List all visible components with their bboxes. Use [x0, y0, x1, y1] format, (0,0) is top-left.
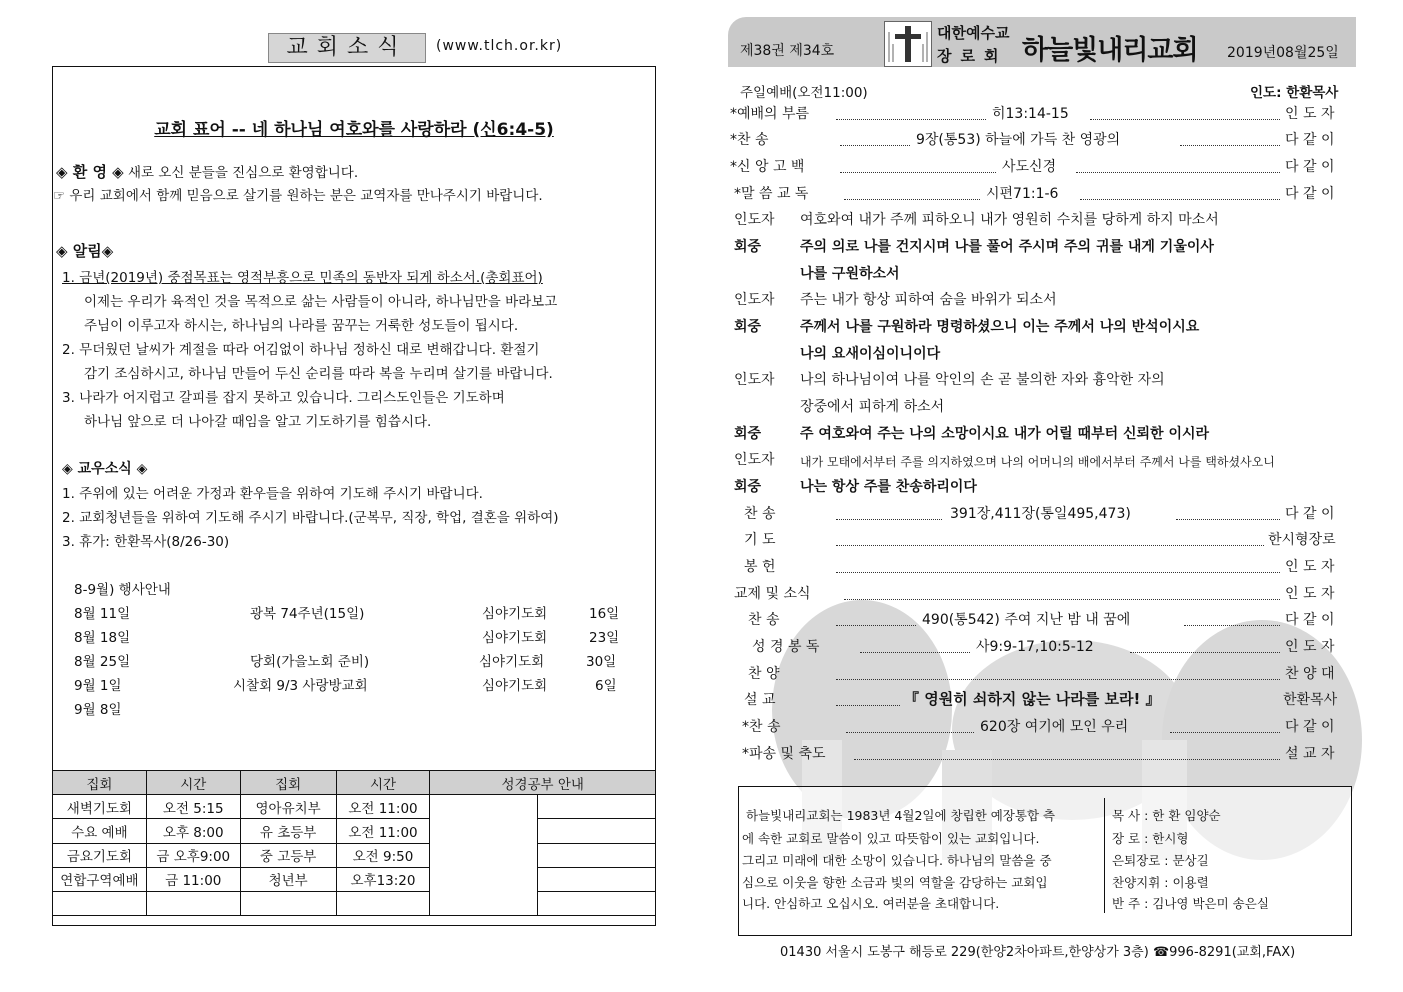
order-label: *신 앙 고 백 — [730, 159, 805, 175]
reading-role: 회중 — [734, 319, 762, 335]
event-day: 6일 — [595, 678, 617, 694]
member-news-line: 2. 교회청년들을 위하여 기도해 주시기 바랍니다.(군복무, 직장, 학업, 결혼을 위하여) — [62, 510, 559, 526]
table-row — [53, 795, 656, 819]
order-label: 찬 송 — [748, 612, 780, 628]
order-content: 사9:9-17,10:5-12 — [976, 639, 1094, 655]
worship-title: 주일예배(오전11:00) — [740, 85, 868, 101]
bible-study-cell — [430, 795, 538, 916]
table-cell: 금 오후9:00 — [146, 843, 240, 867]
welcome-note: ☞ 우리 교회에서 함께 믿음으로 살기를 원하는 분은 교역자를 만나주시기 바랍니다. — [53, 188, 543, 204]
order-person: 다 같 이 — [1285, 506, 1335, 522]
event-date: 9월 8일 — [74, 702, 122, 718]
notice-line: 1. 금년(2019년) 중점목표는 영적부흥으로 민족의 동반자 되게 하소서.(총회표어) — [62, 270, 543, 286]
leader-dots — [836, 545, 1264, 546]
table-cell — [240, 891, 336, 915]
staff-line: 목 사 : 한 환 임양순 — [1112, 808, 1221, 823]
table-header: 집회 — [240, 771, 336, 795]
staff-line: 찬양지휘 : 이용렬 — [1112, 875, 1209, 890]
leader-dots — [1080, 199, 1280, 200]
bible-study-cell — [538, 795, 656, 819]
intro-line: 심으로 이웃을 향한 소금과 빛의 역할을 감당하는 교회입 — [742, 875, 1048, 890]
table-cell: 오전 9:50 — [336, 843, 430, 867]
intro-line: 그리고 미래에 대한 소망이 있습니다. 하나님의 말씀을 중 — [742, 853, 1052, 868]
events-heading: 8-9월) 행사안내 — [74, 582, 171, 598]
bulletin-date: 2019년08월25일 — [1227, 45, 1339, 61]
event-day: 16일 — [589, 606, 620, 622]
member-news-heading: ◈ 교우소식 ◈ — [62, 461, 148, 477]
order-label: *파송 및 축도 — [742, 746, 826, 762]
table-cell: 금요기도회 — [53, 843, 147, 867]
welcome-heading: ◈ 환 영 ◈ — [56, 163, 124, 181]
order-content: 히13:14-15 — [992, 106, 1069, 122]
leader-dots — [1076, 172, 1280, 173]
table-cell: 연합구역예배 — [53, 867, 147, 891]
table-row — [53, 891, 656, 915]
reading-text: 나는 항상 주를 찬송하리이다 — [800, 479, 977, 495]
reading-role: 인도자 — [734, 292, 775, 308]
leader-dots — [1170, 732, 1280, 733]
leader-dots — [840, 145, 910, 146]
order-person: 다 같 이 — [1285, 612, 1335, 628]
reading-role: 인도자 — [734, 452, 775, 468]
order-label: 봉 헌 — [744, 559, 776, 575]
order-label: *예배의 부름 — [730, 106, 810, 122]
order-content: 사도신경 — [1002, 159, 1057, 175]
order-content: 시편71:1-6 — [986, 186, 1059, 202]
bible-study-cell — [538, 891, 656, 915]
table-header-row — [53, 771, 656, 795]
bible-study-cell — [538, 843, 656, 867]
reading-text: 주는 내가 항상 피하여 숨을 바위가 되소서 — [800, 292, 1057, 308]
reading-text: 주 여호와여 주는 나의 소망이시요 내가 어릴 때부터 신뢰한 이시라 — [800, 426, 1210, 442]
denomination: 대한예수교 — [937, 24, 1010, 42]
leader-dots — [844, 599, 1280, 600]
order-label: 기 도 — [744, 532, 776, 548]
leader-dots — [836, 625, 916, 626]
order-content: 391장,411장(통일495,473) — [950, 506, 1131, 522]
church-name: 하늘빛내리교회 — [1022, 35, 1198, 66]
table-header: 시간 — [336, 771, 430, 795]
staff-line: 반 주 : 김나영 박은미 송은실 — [1112, 896, 1269, 911]
order-person: 인 도 자 — [1285, 106, 1335, 122]
table-cell: 중 고등부 — [240, 843, 336, 867]
intro-line: 에 속한 교회로 말씀이 있고 따뜻함이 있는 교회입니다. — [742, 831, 1040, 846]
leader-dots — [1176, 519, 1280, 520]
reading-role: 인도자 — [734, 372, 775, 388]
church-motto: 교회 표어 -- 네 하나님 여호와를 사랑하라 (신6:4-5) — [154, 120, 554, 140]
staff-line: 은퇴장로 : 문상길 — [1112, 853, 1209, 868]
leader-dots — [1130, 652, 1280, 653]
leader-dots — [844, 199, 980, 200]
leader-dots — [840, 172, 996, 173]
church-address: 01430 서울시 도봉구 해등로 229(한양2차아파트,한양상가 3층) ☎996-8291(교회,FAX) — [780, 945, 1296, 960]
reading-text: 나를 구원하소서 — [800, 266, 900, 282]
reading-text: 장중에서 피하게 하소서 — [800, 399, 945, 415]
event-name: 시찰회 9/3 사랑방교회 — [233, 678, 368, 694]
leader-dots — [836, 119, 986, 120]
table-cell: 새벽기도회 — [53, 795, 147, 819]
notice-line: 이제는 우리가 육적인 것을 목적으로 삶는 사람들이 아니라, 하나님만을 바라보고 — [84, 294, 558, 310]
reading-text: 주의 의로 나를 건지시며 나를 풀어 주시며 주의 귀를 내게 기울이사 — [800, 239, 1214, 255]
meeting-schedule-table — [52, 770, 656, 916]
table-cell: 오전 11:00 — [336, 795, 430, 819]
table-header: 시간 — [146, 771, 240, 795]
event-prayer: 심야기도회 — [479, 654, 545, 670]
table-cell: 영아유치부 — [240, 795, 336, 819]
order-label: 성 경 봉 독 — [752, 639, 820, 655]
order-person: 한시형장로 — [1268, 532, 1336, 548]
notice-line: 3. 나라가 어지럽고 갈피를 잡지 못하고 있습니다. 그리스도인들은 기도하며 — [62, 390, 505, 406]
event-prayer: 심야기도회 — [482, 678, 548, 694]
table-header: 성경공부 안내 — [430, 771, 656, 795]
order-label: 설 교 — [744, 692, 776, 708]
order-label: *찬 송 — [730, 132, 769, 148]
reading-text: 나의 하나님이여 나를 악인의 손 곧 불의한 자와 흉악한 자의 — [800, 372, 1165, 388]
table-cell: 유 초등부 — [240, 819, 336, 843]
leader-dots — [1090, 119, 1280, 120]
order-person: 설 교 자 — [1285, 746, 1335, 762]
event-prayer: 심야기도회 — [482, 630, 548, 646]
table-cell — [336, 891, 430, 915]
table-row — [53, 819, 656, 843]
reading-text: 주께서 나를 구원하라 명령하셨으니 이는 주께서 나의 반석이시요 — [800, 319, 1200, 335]
order-label: 교제 및 소식 — [734, 586, 811, 602]
table-cell: 오전 11:00 — [336, 819, 430, 843]
event-date: 8월 18일 — [74, 630, 131, 646]
order-person: 찬 양 대 — [1285, 666, 1335, 682]
order-person: 다 같 이 — [1285, 132, 1335, 148]
leader-dots — [836, 572, 1280, 573]
leader-dots — [836, 705, 900, 706]
event-date: 8월 25일 — [74, 654, 131, 670]
reading-role: 회중 — [734, 426, 762, 442]
reading-role: 인도자 — [734, 212, 775, 228]
order-person: 인 도 자 — [1285, 586, 1335, 602]
reading-text: 여호와여 내가 주께 피하오니 내가 영원히 수치를 당하게 하지 마소서 — [800, 212, 1219, 228]
welcome-text: 새로 오신 분들을 진심으로 환영합니다. — [128, 165, 359, 181]
leader-dots — [854, 759, 1280, 760]
order-person: 다 같 이 — [1285, 186, 1335, 202]
order-content: 620장 여기에 모인 우리 — [980, 719, 1129, 735]
denomination: 장로회 — [937, 47, 1008, 65]
order-label: 찬 양 — [748, 666, 780, 682]
order-label: *말 씀 교 독 — [734, 186, 809, 202]
order-content: 9장(통53) 하늘에 가득 찬 영광의 — [916, 132, 1121, 148]
reading-role: 회중 — [734, 239, 762, 255]
notice-line: 주님이 이루고자 하시는, 하나님의 나라를 꿈꾸는 거룩한 성도들이 됩시다. — [84, 318, 519, 334]
table-cell: 오후 8:00 — [146, 819, 240, 843]
staff-line: 장 로 : 한시형 — [1112, 831, 1189, 846]
order-content: 490(통542) 주여 지난 밤 내 꿈에 — [922, 612, 1131, 628]
event-day: 30일 — [586, 654, 617, 670]
notice-heading: ◈ 알림◈ — [56, 242, 114, 260]
leader-dots — [846, 732, 974, 733]
intro-line: 하늘빛내리교회는 1983년 4월2일에 창립한 예장통합 측 — [746, 808, 1056, 823]
bible-study-cell — [538, 819, 656, 843]
intro-divider — [1104, 798, 1105, 913]
church-url[interactable]: (www.tlch.or.kr) — [436, 38, 563, 54]
table-cell: 금 11:00 — [146, 867, 240, 891]
event-name: 당회(가을노회 준비) — [250, 654, 370, 670]
notice-line: 하나님 앞으로 더 나아갈 때임을 알고 기도하기를 힘씁시다. — [84, 414, 432, 430]
order-label: *찬 송 — [742, 719, 781, 735]
order-person: 인 도 자 — [1285, 639, 1335, 655]
event-day: 23일 — [589, 630, 620, 646]
reading-text: 나의 요새이심이니이다 — [800, 346, 941, 362]
table-row — [53, 843, 656, 867]
member-news-line: 3. 휴가: 한환목사(8/26-30) — [62, 534, 230, 550]
cross-logo-icon — [884, 21, 932, 67]
welcome-line — [56, 163, 358, 182]
order-label: 찬 송 — [744, 506, 776, 522]
table-cell: 청년부 — [240, 867, 336, 891]
table-cell: 수요 예배 — [53, 819, 147, 843]
leader-dots — [836, 679, 1280, 680]
worship-leader: 인도: 한환목사 — [1250, 85, 1339, 101]
leader-dots — [1184, 625, 1280, 626]
leader-dots — [860, 652, 970, 653]
sermon-title: 『 영원히 쇠하지 않는 나라를 보라! 』 — [904, 690, 1161, 708]
table-cell — [53, 891, 147, 915]
leader-dots — [1180, 145, 1280, 146]
volume-number: 제38권 제34호 — [740, 43, 835, 59]
table-row — [53, 867, 656, 891]
table-cell: 오후13:20 — [336, 867, 430, 891]
order-person: 한환목사 — [1283, 692, 1338, 708]
order-person: 다 같 이 — [1285, 719, 1335, 735]
table-cell — [146, 891, 240, 915]
intro-line: 니다. 안심하고 오십시오. 여러분을 초대합니다. — [742, 896, 1000, 911]
event-date: 8월 11일 — [74, 606, 131, 622]
news-header: 교회소식 — [268, 33, 426, 63]
order-person: 인 도 자 — [1285, 559, 1335, 575]
order-person: 다 같 이 — [1285, 159, 1335, 175]
reading-text: 내가 모태에서부터 주를 의지하였으며 나의 어머니의 배에서부터 주께서 나를 택하셨사오니 — [800, 455, 1275, 469]
member-news-line: 1. 주위에 있는 어려운 가정과 환우들을 위하여 기도해 주시기 바랍니다. — [62, 486, 483, 502]
reading-role: 회중 — [734, 479, 762, 495]
event-name: 광복 74주년(15일) — [250, 606, 365, 622]
notice-line: 감기 조심하시고, 하나님 만들어 두신 순리를 따라 복을 누리며 살기를 바랍니다. — [84, 366, 553, 382]
table-header: 집회 — [53, 771, 147, 795]
notice-line: 2. 무더웠던 날씨가 계절을 따라 어김없이 하나님 정하신 대로 변해갑니다. 환절기 — [62, 342, 540, 358]
table-cell: 오전 5:15 — [146, 795, 240, 819]
bible-study-cell — [538, 867, 656, 891]
leader-dots — [836, 519, 942, 520]
event-prayer: 심야기도회 — [482, 606, 548, 622]
event-date: 9월 1일 — [74, 678, 122, 694]
